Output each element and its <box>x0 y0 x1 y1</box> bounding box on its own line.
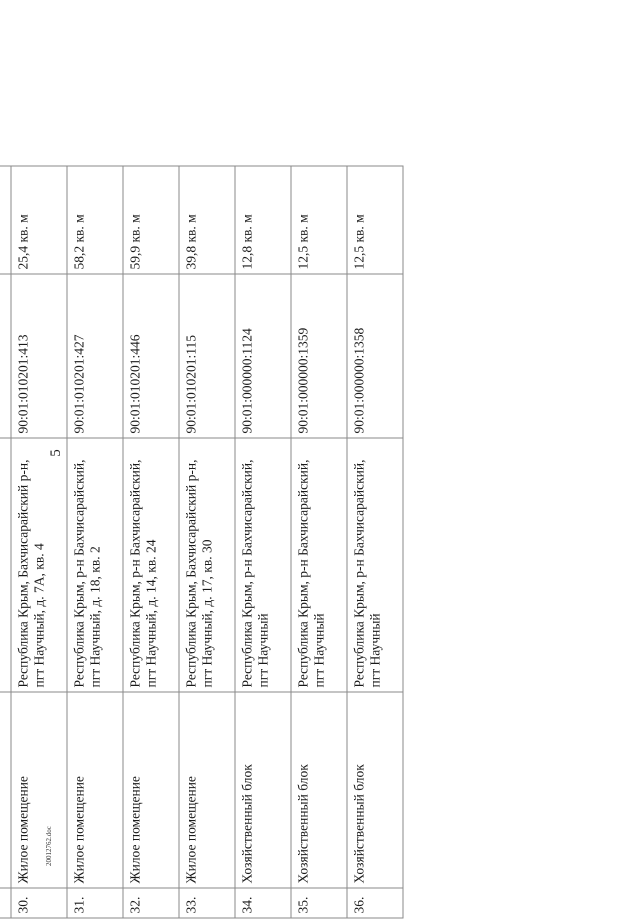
row-number: 36. <box>347 888 403 918</box>
object-area: 12,5 кв. м <box>291 166 347 274</box>
object-address: Республика Крым, р-н Бахчисарайский, пгт Научный, д. 18, кв. 2 <box>67 438 123 692</box>
row-number <box>0 888 11 918</box>
object-name: Жилое помещение <box>67 692 123 888</box>
row-number: 34. <box>235 888 291 918</box>
object-cadastral-number: 90:01:000000:1124 <box>235 274 291 438</box>
object-area: 59,9 кв. м <box>123 166 179 274</box>
row-number: 30. <box>11 888 67 918</box>
object-cadastral-number: 90:01:010201:427 <box>67 274 123 438</box>
object-name: Жилое помещение <box>11 692 67 888</box>
object-address: Республика Крым, Бахчисарайский р-н, пгт Научный, д. 17, кв. 30 <box>179 438 235 692</box>
object-area: 12,5 кв. м <box>347 166 403 274</box>
object-address: Республика Крым, Бахчисарайский р-н, пгт Научный, д. 7А, кв. 4 <box>11 438 67 692</box>
object-name <box>0 692 11 888</box>
object-area: 39,8 кв. м <box>179 166 235 274</box>
object-area: 12,8 кв. м <box>235 166 291 274</box>
object-address: Республика Крым, р-н Бахчисарайский, пгт Научный, д. 14, кв. 24 <box>123 438 179 692</box>
table-row <box>123 166 179 918</box>
object-cadastral-number <box>0 274 11 438</box>
object-address <box>0 438 11 692</box>
table-row <box>347 166 403 918</box>
object-address: Республика Крым, р-н Бахчисарайский, пгт Научный <box>291 438 347 692</box>
row-number: 35. <box>291 888 347 918</box>
object-cadastral-number: 90:01:010201:446 <box>123 274 179 438</box>
object-area <box>0 166 11 274</box>
object-name: Хозяйственный блок <box>235 692 291 888</box>
object-name: Жилое помещение <box>123 692 179 888</box>
table-row <box>11 166 67 918</box>
object-cadastral-number: 90:01:010201:115 <box>179 274 235 438</box>
table-row <box>0 166 11 918</box>
object-cadastral-number: 90:01:000000:1359 <box>291 274 347 438</box>
row-number: 31. <box>67 888 123 918</box>
table-row <box>179 166 235 918</box>
footer-filename: 20012762.doc <box>45 826 53 866</box>
page-number: 5 <box>48 449 64 457</box>
object-name: Хозяйственный блок <box>347 692 403 888</box>
object-area: 25,4 кв. м <box>11 166 67 274</box>
object-address: Республика Крым, р-н Бахчисарайский, пгт Научный <box>235 438 291 692</box>
objects-table <box>0 166 404 919</box>
row-number: 32. <box>123 888 179 918</box>
table-row <box>235 166 291 918</box>
object-address: Республика Крым, р-н Бахчисарайский, пгт Научный <box>347 438 403 692</box>
object-name: Хозяйственный блок <box>291 692 347 888</box>
object-area: 58,2 кв. м <box>67 166 123 274</box>
object-cadastral-number: 90:01:010201:413 <box>11 274 67 438</box>
table-row <box>67 166 123 918</box>
table-row <box>291 166 347 918</box>
object-cadastral-number: 90:01:000000:1358 <box>347 274 403 438</box>
row-number: 33. <box>179 888 235 918</box>
object-name: Жилое помещение <box>179 692 235 888</box>
